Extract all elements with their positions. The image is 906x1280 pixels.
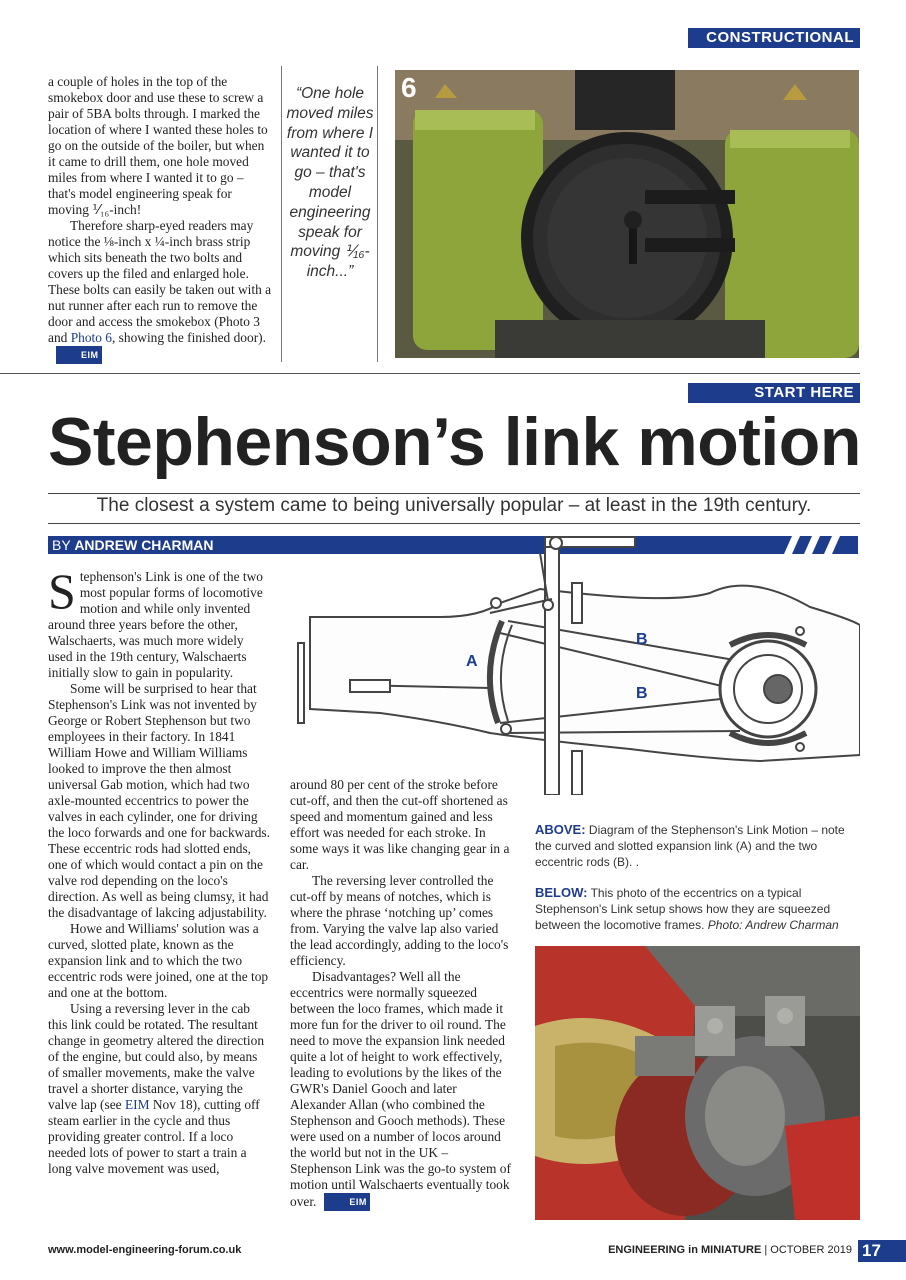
drop-cap: S [48, 563, 76, 619]
eccentrics-illustration [535, 946, 860, 1220]
title-rule [48, 493, 860, 494]
caption-above-text: Diagram of the Stephenson's Link Motion – note the curved and slotted expansion link (A) and the two eccentric rods (B). . [535, 823, 845, 869]
article-paragraph-3: Howe and Williams' solution was a curved, slotted plate, known as the expansion link and to which the two eccentric rods were joined, one at the top and one at the bottom. [48, 921, 269, 1000]
eim-end-mark: EIM [56, 346, 102, 364]
article-paragraph-6: The reversing lever controlled the cut-off by means of notches, which is where the phrase ‘notching up’ comes from. Varying the valve lap also varied the lead accordingly, adding to the loco's efficiency. [290, 873, 509, 968]
subtitle-rule [48, 523, 860, 524]
caption-above [535, 822, 860, 870]
article-title: Stephenson’s link motion [48, 404, 861, 480]
caption-below [535, 885, 860, 933]
eim-reference-link[interactable]: EIM [124, 1097, 150, 1112]
label-a: A [466, 653, 478, 670]
article-column-1 [48, 563, 270, 1177]
article-column-2 [290, 777, 512, 1211]
caption-below-label: BELOW: [535, 885, 588, 900]
article-paragraph-4-b: Nov 18), cutting off steam earlier in the cycle and thus providing greater control. If a loco needed lots of power to start a train a long valve movement was used, [48, 1097, 260, 1176]
footer-url[interactable]: www.model-engineering-forum.co.uk [48, 1244, 242, 1256]
footer-publication [480, 1244, 852, 1256]
footer-magazine: ENGINEERING in MINIATURE [608, 1244, 762, 1256]
link-motion-drawing [290, 533, 860, 795]
link-motion-diagram [290, 533, 860, 795]
byline-name: ANDREW CHARMAN [74, 537, 214, 553]
photo-credit: Photo: Andrew Charman [707, 918, 839, 932]
top-paragraph-1: a couple of holes in the top of the smokebox door and use these to screw a pair of 5BA bolts through. I marked the location of where I wanted these holes to go on the outside of the boiler, but when it came to drill them, one hole moved miles from where I wanted it to go – that's model engineering speak for moving ⅟₁₆-inch! [48, 74, 268, 217]
section-tag: CONSTRUCTIONAL [688, 28, 860, 48]
footer-issue: | OCTOBER 2019 [761, 1244, 852, 1256]
page-number: 17 [858, 1240, 906, 1262]
article-paragraph-7-text: Disadvantages? Well all the eccentrics were normally squeezed between the loco frames, which made it more fun for the driver to oil round. The need to move the expansion link needed quite a lot of height to work effectively, leading to evolutions by the likes of the GWR's Daniel Gooch and later Alexander Allan (who combined the Stephenson and Gooch methods). These were used on a number of locos around the world but not in the UK – Stephenson Link was the go-to system of motion until Walschaerts eventually took over. [290, 969, 511, 1209]
label-b-top: B [636, 631, 648, 648]
eccentrics-photo [535, 946, 860, 1220]
article-paragraph-2: Some will be surprised to hear that Stephenson's Link was not invented by George or Robert Stephenson but two employees in their factory. In 1841 William Howe and William Williams looked to improve the then almost universal Gab motion, which had two axle-mounted eccentrics to power the valves in each cylinder, one for driving the loco forwards and one for backwards. These eccentric rods had slotted ends, one of which would contact a pin on the valve rod depending on the loco's direction. As well as being clumsy, it had the disadvantage of lakcing adjustability. [48, 681, 270, 920]
start-here-tag: START HERE [688, 383, 860, 403]
top-paragraph-2-end: , showing the finished door). [111, 330, 266, 345]
eim-end-mark: EIM [324, 1193, 370, 1211]
article-paragraph-4-a: Using a reversing lever in the cab this link could be rotated. The resultant change in geometry altered the direction of the engine, but could also, by means of smaller movements, make the valve travel a shorter distance, varying the valve lap (see [48, 1001, 265, 1112]
pull-quote: “One hole moved miles from where I wanted it to go – that's model engineering speak for moving ⅟₁₆-inch...” [286, 85, 374, 281]
smokebox-door-photo [395, 70, 859, 358]
column-divider [281, 66, 282, 362]
article-paragraph-7 [290, 969, 512, 1211]
article-paragraph-1-text: tephenson's Link is one of the two most popular forms of locomotive motion and while only invented around three years before the other, Walschaerts, was much more widely used in the 19th century, Walschaerts initially slow to gain in popularity. [48, 569, 263, 680]
photo-6-link[interactable]: Photo 6 [70, 330, 112, 345]
byline-prefix: BY [52, 537, 75, 553]
byline [52, 536, 214, 554]
top-paragraph-2 [48, 218, 274, 364]
article-paragraph-5: around 80 per cent of the stroke before cut-off, and then the cut-off shortened as speed and momentum gained and less effort was needed for each stroke. In some ways it was like changing gear in a car. [290, 777, 510, 872]
smokebox-door-illustration [395, 70, 859, 358]
article-paragraph-1 [48, 563, 270, 681]
section-rule [0, 373, 860, 374]
article-subtitle: The closest a system came to being universally popular – at least in the 19th century. [96, 495, 812, 516]
article-paragraph-4 [48, 1001, 270, 1177]
column-divider [377, 66, 378, 362]
top-paragraph-2-text: Therefore sharp-eyed readers may notice the ⅛-inch x ¼-inch brass strip which sits beneath the two bolts and covers up the filed and enlarged hole. These bolts can easily be taken out with a nut runner after each run to remove the door and access the smokebox (Photo 3 and [48, 218, 272, 345]
caption-above-label: ABOVE: [535, 822, 586, 837]
continued-text [48, 74, 274, 364]
caption-below-text: This photo of the eccentrics on a typical Stephenson's Link setup shows how they are squeezed between the locomotive frames. [535, 886, 831, 932]
photo-number: 6 [401, 72, 417, 103]
label-b-bottom: B [636, 685, 648, 702]
